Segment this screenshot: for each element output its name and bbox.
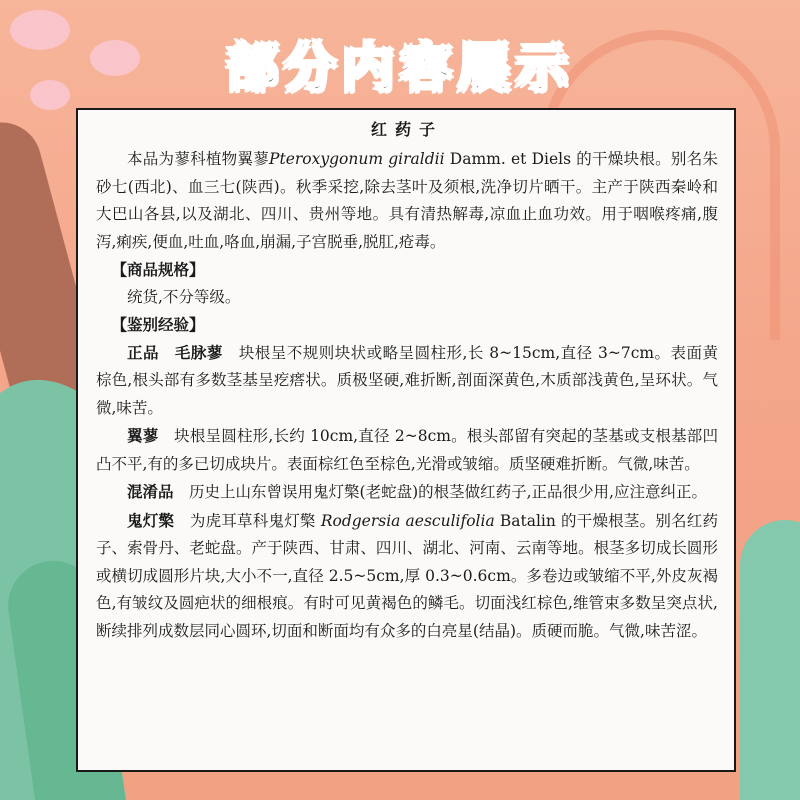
genuine-lead: 正品 毛脉蓼 <box>127 342 223 362</box>
identification-heading: 【鉴别经验】 <box>111 315 205 334</box>
intro-latin-name: Pteroxygonum giraldii <box>269 150 445 168</box>
genuine-text: 块根呈不规则块状或略呈圆柱形,长 8~15cm,直径 3~7cm。表面黄棕色,根头部有多数茎基呈疙瘩状。质极坚硬,难折断,剖面深黄色,木质部浅黄色,呈环状。气微,味苦。 <box>96 343 718 417</box>
rodgersia-latin-name: Rodgersia aesculifolia <box>320 511 495 530</box>
wing-text: 块根呈圆柱形,长约 10cm,直径 2~8cm。根头部留有突起的茎基或支根基部凹凸不平,有的多已切成块片。表面棕红色至棕色,光滑或皱缩。质坚硬难折断。气微,味苦。 <box>96 427 718 473</box>
rodgersia-text-1: 为虎耳草科鬼灯檠 <box>174 511 321 530</box>
intro-text-1: 本品为蓼科植物翼蓼 <box>127 150 270 168</box>
rodgersia-lead: 鬼灯檠 <box>127 510 175 530</box>
document-title: 红药子 <box>370 120 443 139</box>
rodgersia-paragraph <box>96 507 718 646</box>
page-header <box>0 18 800 108</box>
confused-paragraph <box>96 478 718 507</box>
spec-text: 统货,不分等级。 <box>127 287 241 306</box>
document-page <box>76 108 736 772</box>
spec-heading: 【商品规格】 <box>111 260 205 279</box>
decorative-green-band <box>740 520 800 800</box>
rodgersia-text-2: Batalin 的干燥根茎。别名红药子、索骨丹、老蛇盘。产于陕西、甘肃、四川、湖北、河南、云南等地。根茎多切成长圆形或横切成圆形片块,大小不一,直径 2.5~5cm,厚 0.3~0.6cm。多卷边或皱缩不平,外皮灰褐色,有皱纹及圆疤状的细根痕。有时可见黄褐色的鳞毛。切面浅红棕色,维管束多数呈突点状,断续排列成数层同心圆环,切面和断面均有众多的白亮星(结晶)。质硬而脆。气微,味苦涩。 <box>96 511 718 640</box>
wing-lead: 翼蓼 <box>127 426 159 445</box>
page-title: 部分内容展示 <box>225 38 574 99</box>
genuine-paragraph <box>96 339 718 423</box>
intro-paragraph <box>96 146 718 256</box>
wing-paragraph <box>96 422 718 478</box>
confused-text: 历史上山东曾误用鬼灯檠(老蛇盘)的根茎做红药子,正品很少用,应注意纠正。 <box>173 483 707 501</box>
confused-lead: 混淆品 <box>127 482 174 501</box>
intro-text-2: Damm. et Diels 的干燥块根。别名朱砂七(西北)、血三七(陕西)。秋季采挖,除去茎叶及须根,洗净切片晒干。主产于陕西秦岭和大巴山各县,以及湖北、四川、贵州等地。具有清热解毒,凉血止血功效。用于咽喉疼痛,腹泻,痢疾,便血,吐血,咯血,崩漏,子宫脱垂,脱肛,疮毒。 <box>96 150 718 251</box>
